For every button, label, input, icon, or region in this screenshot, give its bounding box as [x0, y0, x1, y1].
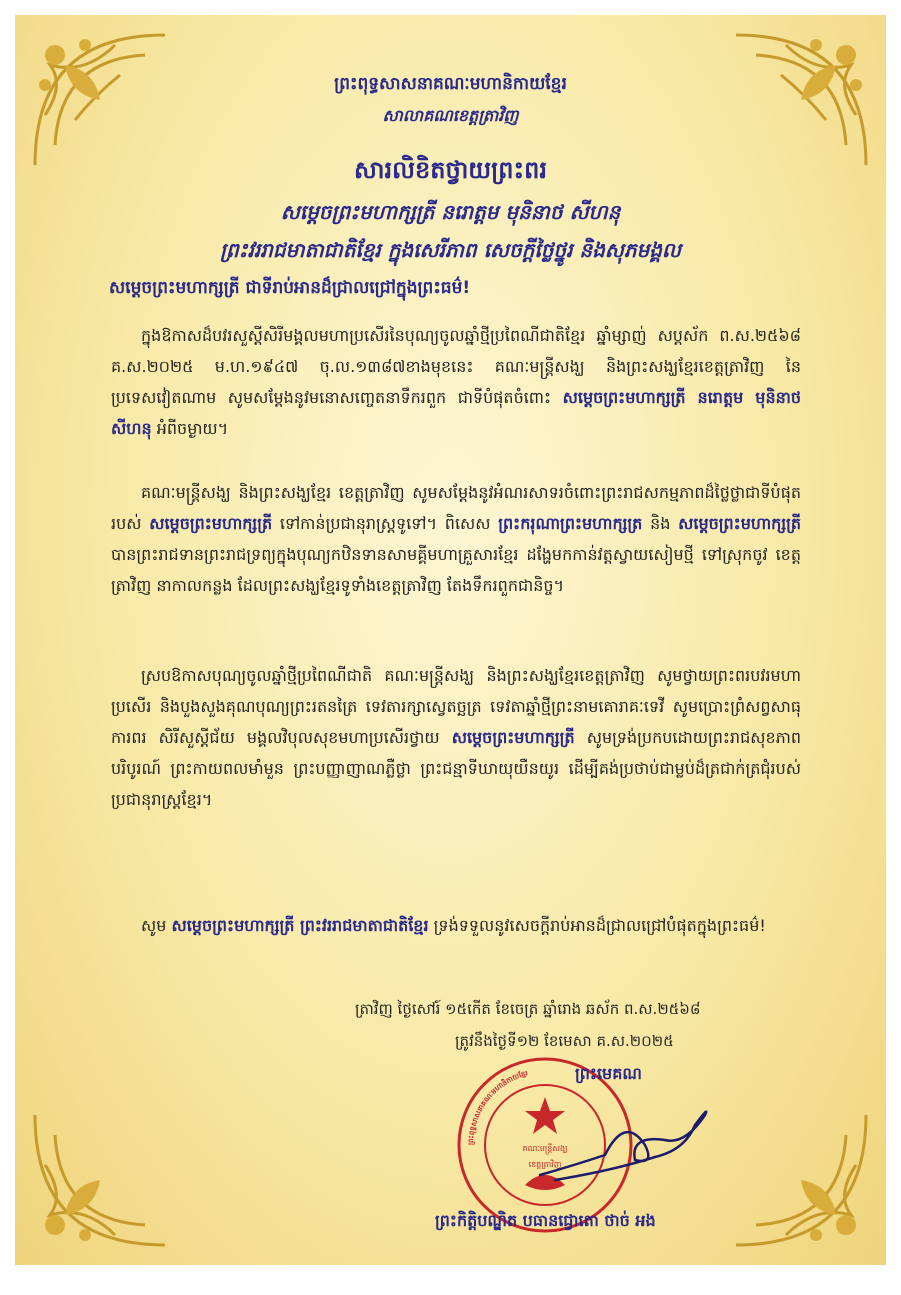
paragraph-text: បានព្រះរាជទានព្រះរាជទ្រព្យក្នុងបុណ្យកឋិនទានសាមគ្គីមហាគ្រួសារខ្មែរ ដង្ហែមកកាន់វត្តស្វាយសៀមថ្មី ទៅស្រុកចូវ ខេត្តត្រាវិញ នាកាលកន្លង ដែលព្រះសង្ឃខ្មែរទូទាំងខេត្តត្រាវិញ តែងទឹករពួកជានិច្ច។	[111, 545, 801, 595]
paragraph-text: គណៈមន្ត្រីសង្ឃ និងព្រះសង្ឃខ្មែរ ខេត្តត្រាវិញ សូមសម្ដែងនូវអំណរសាទរចំពោះព្រះរាជសកម្មភាពដ៏ថ្លៃថ្លាជាទីបំផុតរបស់	[111, 483, 801, 533]
organization-name: ព្រះពុទ្ធសាសនាគណៈមហានិកាយខ្មែរ	[334, 74, 567, 94]
highlighted-name: សម្ដេចព្រះមហាក្សត្រី នរោត្ដម មុនិនាថ សីហនុ	[111, 388, 801, 438]
signer-role: ព្រះមេគណ	[575, 1064, 642, 1083]
paragraph-1	[111, 320, 801, 444]
corner-ornament-top-left	[25, 25, 175, 175]
office-name: សាលាគណខេត្តត្រាវិញ	[382, 106, 519, 125]
seal-inner-line-1: គណៈមន្ត្រីសង្ឃ	[522, 1144, 568, 1153]
letter-title: សារលិខិតថ្វាយព្រះពរ	[354, 156, 547, 184]
highlighted-name: សម្ដេចព្រះមហាក្សត្រី	[451, 728, 575, 747]
signer-name: ព្រះកិត្តិបណ្ឌិត បធានជ្វោតោ ថាច់ អង	[435, 1211, 656, 1230]
highlighted-name: ព្រះករុណាព្រះមហាក្សត្រ	[498, 514, 643, 533]
solar-date: ត្រូវនឹងថ្ងៃទី១២ ខែមេសា គ.ស.២០២៥	[455, 1032, 674, 1050]
paragraph-text: និង	[650, 514, 671, 533]
seal-outer-text: ព្រះពុទ្ធសាសនាគណៈមហានិកាយខ្មែរ	[466, 1069, 529, 1146]
recipient-name: សម្ដេចព្រះមហាក្សត្រី នរោត្ដម មុនិនាថ សីហនុ	[280, 200, 621, 224]
paragraph-text: ស្របឱកាសបុណ្យចូលឆ្នាំថ្មីប្រពៃណីជាតិ គណៈមន្ត្រីសង្ឃ និងព្រះសង្ឃខ្មែរខេត្តត្រាវិញ សូមថ្វាយព្រះពរបវរមហាប្រសើរ និងបួងសួងគុណបុណ្យព្រះរតនត្រៃ ទេវតារក្សាស្វេតច្ឆត្រ ទេវតាឆ្នាំថ្មីព្រះនាមគោរាគៈទេវី សូមប្រោះព្រំសព្វសាធុការពរ សិរីសួស្ដីជ័យ មង្គលវិបុលសុខមហាប្រសើរថ្វាយ	[111, 666, 801, 747]
seal-inner-line-2: ខេត្តត្រាវិញ	[528, 1160, 562, 1169]
corner-ornament-bottom-right	[726, 1105, 876, 1255]
paragraph-text: ក្នុងឱកាសដ៏បវរសួស្ដីសិរីមង្គលមហាប្រសើរនៃបុណ្យចូលឆ្នាំថ្មីប្រពៃណីជាតិខ្មែរ ឆ្នាំម្សាញ់ សប្ដស័ក ព.ស.២៥៦៨ គ.ស.២០២៥ ម.ហ.១៩៤៧ ចុ.ល.១៣៨៧ខាងមុខនេះ គណៈមន្ត្រីសង្ឃ និងព្រះសង្ឃខ្មែរខេត្តត្រាវិញ នៃប្រទេសវៀតណាម សូមសម្ដែងនូវមនោសញ្ចេតនាទឹករពួក ជាទីបំផុតចំពោះ	[111, 326, 801, 407]
paragraph-3	[111, 660, 801, 815]
paragraph-text: ទ្រង់ទទួលនូវសេចក្ដីរាប់អានដ៏ជ្រាលជ្រៅបំផុតក្នុងព្រះធម៌!	[433, 916, 766, 935]
salutation: សម្ដេចព្រះមហាក្សត្រី ជាទីរាប់អានដ៏ជ្រាលជ្រៅក្នុងព្រះធម៌!	[109, 278, 471, 298]
corner-ornament-top-right	[726, 25, 876, 175]
lunar-date: ត្រាវិញ ថ្ងៃសៅរ៍ ១៥កើត ខែចេត្រ ឆ្នាំរោង ឆស័ក ព.ស.២៥៦៨	[355, 1000, 701, 1018]
handwritten-signature	[535, 1095, 725, 1185]
highlighted-name: សម្ដេចព្រះមហាក្សត្រី	[678, 514, 802, 533]
paragraph-text: ទៅកាន់ប្រជានុរាស្ត្រទូទៅ។ ពិសេស	[279, 514, 491, 533]
paragraph-text: សូម	[141, 916, 167, 935]
paragraph-text: អំពីចម្ងាយ។	[156, 419, 229, 438]
paragraph-4	[111, 910, 801, 941]
paragraph-text: សូមទ្រង់ប្រកបដោយព្រះរាជសុខភាពបរិបូរណ៍ ព្រះកាយពលមាំមួន ព្រះបញ្ញាញាណភ្លឺថ្លា ព្រះជន្មាទីឃាយុយឺនយូរ ដើម្បីគង់ប្រថាប់ជាម្លប់ដ៏ត្រជាក់ត្រជុំរបស់ប្រជានុរាស្ត្រខ្មែរ។	[111, 728, 801, 809]
highlighted-name: សម្ដេចព្រះមហាក្សត្រី	[149, 514, 273, 533]
highlighted-name: សម្ដេចព្រះមហាក្សត្រី ព្រះវររាជមាតាជាតិខ្មែរ	[171, 916, 429, 935]
letter-page	[15, 15, 886, 1265]
recipient-title: ព្រះវររាជមាតាជាតិខ្មែរ ក្នុងសេរីភាព សេចក្ដីថ្លៃថ្នូរ និងសុភមង្គល	[220, 238, 681, 262]
corner-ornament-bottom-left	[25, 1105, 175, 1255]
paragraph-2	[111, 477, 801, 601]
